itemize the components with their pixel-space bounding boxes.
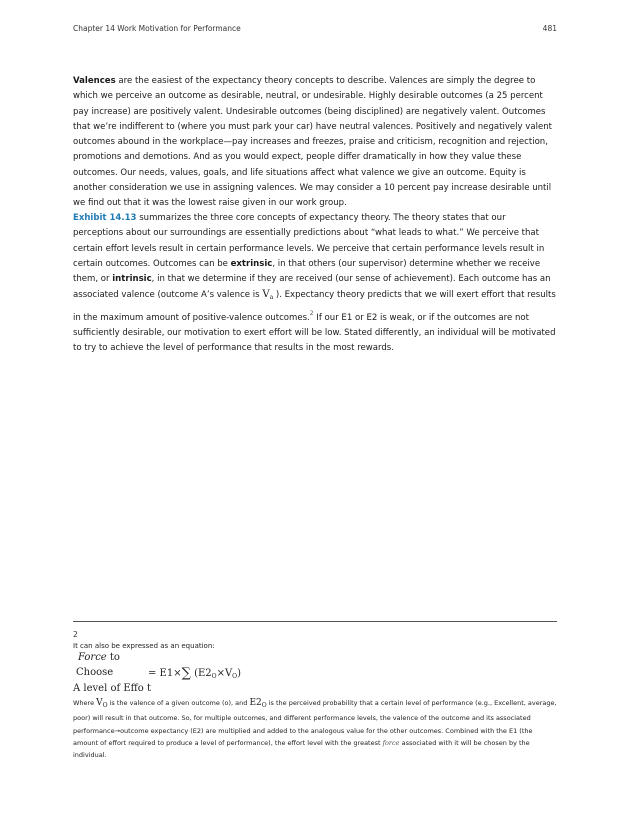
expectancy-paragraph — [73, 211, 557, 357]
e2-sub: O — [261, 702, 267, 709]
equation-force-word: Force — [78, 652, 107, 663]
equation-sub: O — [211, 673, 217, 680]
valences-paragraph — [73, 74, 557, 212]
equation-choose: Choose — [76, 667, 114, 678]
valence-symbol-sub: a — [269, 294, 274, 302]
equation-force — [78, 652, 120, 663]
valence-o-v: V — [96, 698, 103, 708]
sigma-symbol: ∑ — [181, 666, 191, 681]
expectancy-text-5: If our E1 or E2 is weak, or if the outcomes are not sufficiently desirable, our motivation to exert effort will be low. Stated differently, an individual will be motivated to try to achieve the level of performance that results in the most rewards. — [73, 312, 556, 354]
footnote-lead: It can also be expressed as an equation: — [73, 642, 215, 650]
footnote-ref[interactable]: 2 — [309, 309, 314, 317]
valence-o-symbol — [96, 698, 107, 708]
footnote-number: 2 — [73, 630, 78, 639]
equation-times-v: ×V — [216, 668, 233, 679]
equation-close: ) — [237, 668, 241, 679]
expectancy-text-2: , in that others (our supervisor) determine whether we receive them, or — [73, 258, 541, 285]
equation-to: to — [106, 652, 120, 663]
chapter-title: Chapter 14 Work Motivation for Performance — [73, 24, 241, 33]
expectancy-text-3: , in that we determine if they are received (our sense of achievement). Each outcome has an associated valence (outcome A’s valence is — [73, 274, 551, 301]
valence-o-sub: O — [102, 702, 108, 709]
valence-symbol-v: V — [262, 289, 270, 301]
valences-term: Valences — [73, 76, 116, 86]
footnote-divider — [73, 621, 557, 622]
extrinsic-term: extrinsic — [230, 258, 273, 269]
equation-term: (E2 — [190, 668, 212, 679]
footnote-body — [73, 697, 557, 761]
footnote-text-4: associated with it will be chosen by the individual. — [73, 738, 530, 760]
equation-rhs — [148, 666, 241, 681]
intrinsic-term: intrinsic — [112, 274, 152, 285]
valence-symbol — [262, 289, 273, 300]
exhibit-link[interactable]: Exhibit 14.13 — [73, 213, 137, 223]
expectancy-text-1: summarizes the three core concepts of expectancy theory. The theory states that our perceptions about our surroundings are essentially predictions about “what leads to what.” We perceive that certain effort levels result in certain performance levels. We perceive that certain performance levels result in certain outcomes. Outcomes can be — [73, 213, 545, 269]
footnote-text-1: Where — [73, 699, 97, 707]
e2-symbol — [249, 698, 266, 708]
equation-equals: = E1× — [148, 668, 182, 679]
force-word: force — [382, 738, 400, 747]
footnote-text-3: is the perceived probability that a certain level of performance (e.g., Excellent, average, poor) will result in that outcome. So, for multiple outcomes, and different performance levels, the valence of the outcome and its associated performance→outcome expectancy (E2) are multiplied and added to the analogous value for the other outcomes. Combined with the E1 (the amount of effort required to produce a level of performance), the effort level with the greatest — [73, 699, 557, 747]
valences-text: are the easiest of the expectancy theory concepts to describe. Valences are simply the degree to which we perceive an outcome as desirable, neutral, or undesirable. Highly desirable outcomes (a 25 percent pay increase) are positively valent. Undesirable outcomes (being disciplined) are negatively valent. Outcomes that we’re indifferent to (where you must park your car) have neutral valences. Positively and negatively valent outcomes abound in the workplace—pay increases and freezes, praise and criticism, recognition and rejection, promotions and demotions. And as you would expect, people differ dramatically in how they value these outcomes. Our needs, values, goals, and life situations affect what valence we give an outcome. Equity is another consideration we use in assigning valences. We may consider a 10 percent pay increase desirable until we find out that it was the lowest raise given in our work group. — [73, 76, 552, 209]
equation-sub-v: O — [232, 673, 238, 680]
footnote-text-2: is the valence of a given outcome (o), and — [107, 699, 250, 707]
equation-level: A level of Effo t — [73, 683, 151, 694]
expectancy-text-4: ). Expectancy theory predicts that we will exert effort that results in the maximum amount of positive-valence outcomes. — [73, 290, 556, 323]
page-number: 481 — [542, 24, 557, 33]
e2-text: E2 — [249, 698, 262, 708]
